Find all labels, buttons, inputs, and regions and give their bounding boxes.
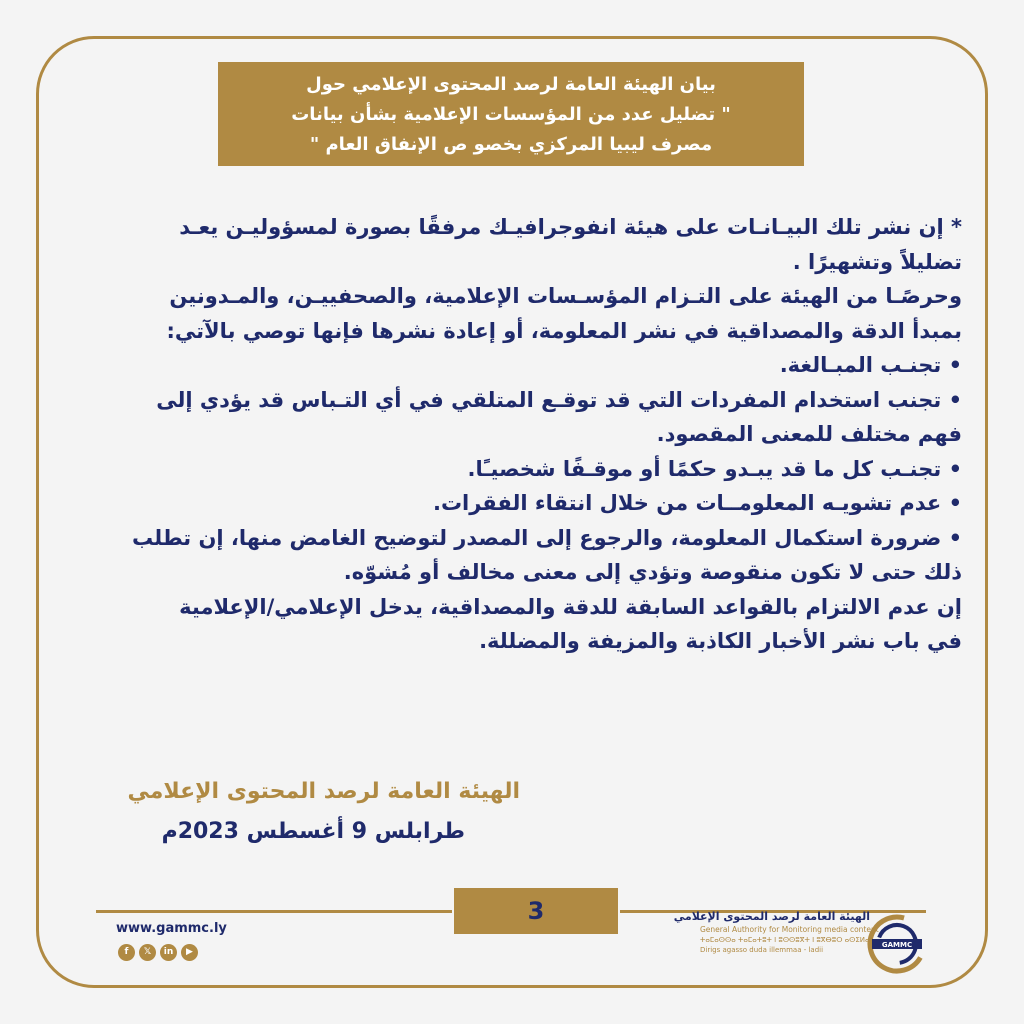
body-line: تضليلاً وتشهيرًا . [792,249,962,274]
signature-org: الهيئة العامة لرصد المحتوى الإعلامي [127,779,520,804]
website-link[interactable]: www.gammc.ly [116,921,227,936]
brand-tifinagh-name: ⵜⴰⵎⴰⵙⵙⴰ ⵜⴰⵎⴰⵜⵓⵜ ⵏ ⵓⵙⵙⵓⴳⵜ ⵏ ⵓⴳⴱⵓⵔ ⴰⵙⵉⵍⴰⵏ [700,936,872,944]
statement-title-band [218,62,804,166]
brand-arabic-name: الهيئة العامة لرصد المحتوى الإعلامي [673,910,870,923]
body-line: فهم مختلف للمعنى المقصود. [656,422,962,446]
logo-text: GAMMC [881,941,913,949]
youtube-icon[interactable]: ▶ [181,944,198,961]
body-line: بمبدأ الدقة والمصداقية في نشر المعلومة، أو إعادة نشرها فإنها توصي بالآتي: [166,318,962,343]
body-line: • ضرورة استكمال المعلومة، والرجوع إلى المصدر لتوضيح الغامض منها، إن تطلب [132,525,962,550]
body-line: * إن نشر تلك البيـانـات على هيئة انفوجرافيـك مرفقًا بصورة لمسؤوليـن يعـد [179,215,962,239]
body-line: في باب نشر الأخبار الكاذبة والمزيفة والمضللة. [479,629,962,653]
body-line: • تجنـب المبـالغة. [779,353,962,377]
title-line: " تضليل عدد من المؤسسات الإعلامية بشأن بيانات [291,104,731,125]
linkedin-icon[interactable]: in [160,944,177,961]
brand-latin-amazigh-name: Dirigs agasso duda illemmaa - ladii [700,946,824,954]
gammc-logo-icon [866,913,928,975]
statement-body [72,210,962,659]
social-links [118,944,198,961]
title-line: مصرف ليبيا المركزي بخصو ص الإنفاق العام " [309,134,713,155]
body-line: • تجنب استخدام المفردات التي قد توقـع المتلقي في أي التـباس قد يؤدي إلى [156,387,962,412]
page-number-badge: 3 [454,888,618,934]
title-line: بيان الهيئة العامة لرصد المحتوى الإعلامي حول [306,74,716,95]
body-line: ذلك حتى لا تكون منقوصة وتؤدي إلى معنى مخالف أو مُشوّه. [343,560,962,584]
footer-divider-left [96,910,452,913]
x-icon[interactable]: 𝕏 [139,944,156,961]
signature-block [100,772,520,852]
brand-english-name: General Authority for Monitoring media content [700,925,879,934]
brand-block [673,910,879,955]
body-line: • تجنـب كل ما قد يبـدو حكمًا أو موقـفًا شخصيـًا. [467,456,962,481]
body-line: • عدم تشويـه المعلومــات من خلال انتقاء الفقرات. [432,491,962,515]
body-line: إن عدم الالتزام بالقواعد السابقة للدقة والمصداقية، يدخل الإعلامي/الإعلامية [179,594,962,619]
body-line: وحرصًـا من الهيئة على التـزام المؤسـسات الإعلامية، والصحفييـن، والمـدونين [169,284,962,308]
signature-date: طرابلس 9 أغسطس 2023م [161,819,465,844]
facebook-icon[interactable]: f [118,944,135,961]
